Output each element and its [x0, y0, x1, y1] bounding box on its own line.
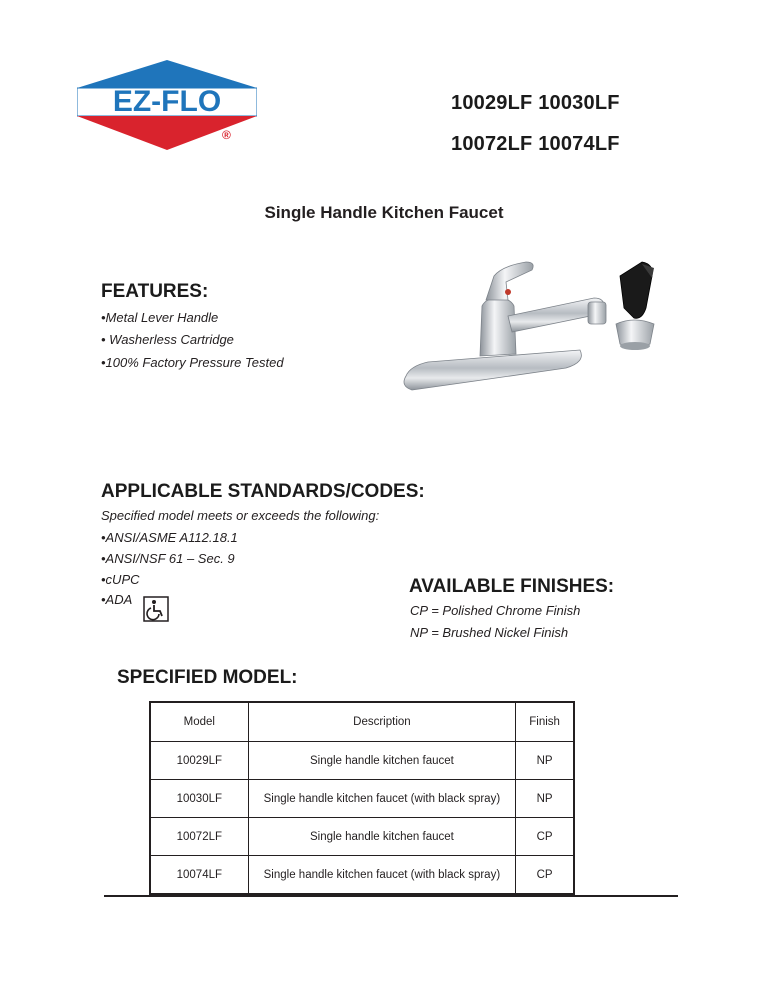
table-row: [150, 856, 574, 895]
table-row: [150, 780, 574, 818]
features-heading: FEATURES:: [101, 281, 209, 302]
cell-description: Single handle kitchen faucet: [248, 742, 516, 780]
cell-finish: CP: [516, 818, 574, 856]
cell-description: Single handle kitchen faucet (with black spray): [248, 856, 516, 895]
cell-description: Single handle kitchen faucet (with black spray): [248, 780, 516, 818]
model-numbers-line-1: 10029LF 10030LF: [451, 92, 620, 114]
bottom-divider: [104, 895, 678, 897]
feature-item: •Metal Lever Handle: [101, 310, 219, 325]
column-header-description: Description: [248, 702, 516, 742]
cell-finish: CP: [516, 856, 574, 895]
table-header-row: [150, 702, 574, 742]
model-numbers-line-2: 10072LF 10074LF: [451, 133, 620, 155]
product-subtitle: Single Handle Kitchen Faucet: [264, 203, 504, 222]
logo-text: EZ-FLO: [112, 85, 222, 118]
cell-description: Single handle kitchen faucet: [248, 818, 516, 856]
table-row: [150, 818, 574, 856]
specified-model-table: [149, 701, 575, 895]
standard-item: •ANSI/ASME A112.18.1: [101, 530, 238, 545]
cell-model: 10074LF: [150, 856, 248, 895]
cell-finish: NP: [516, 780, 574, 818]
feature-item: • Washerless Cartridge: [101, 332, 234, 347]
feature-item: •100% Factory Pressure Tested: [101, 355, 284, 370]
wheelchair-icon: [143, 596, 169, 622]
cell-model: 10029LF: [150, 742, 248, 780]
standard-item: •cUPC: [101, 572, 140, 587]
cell-model: 10072LF: [150, 818, 248, 856]
cell-model: 10030LF: [150, 780, 248, 818]
standard-item: •ADA: [101, 592, 133, 607]
finish-item: CP = Polished Chrome Finish: [410, 603, 581, 618]
finish-item: NP = Brushed Nickel Finish: [410, 625, 569, 640]
standard-item: •ANSI/NSF 61 – Sec. 9: [101, 551, 235, 566]
registered-mark: ®: [222, 128, 231, 142]
standards-intro: Specified model meets or exceeds the following:: [101, 508, 380, 523]
table-row: [150, 742, 574, 780]
column-header-finish: Finish: [516, 702, 574, 742]
standards-heading: APPLICABLE STANDARDS/CODES:: [101, 481, 425, 502]
cell-finish: NP: [516, 742, 574, 780]
specified-model-heading: SPECIFIED MODEL:: [117, 667, 298, 688]
faucet-product-image: [398, 258, 673, 398]
column-header-model: Model: [150, 702, 248, 742]
finishes-heading: AVAILABLE FINISHES:: [409, 576, 615, 597]
